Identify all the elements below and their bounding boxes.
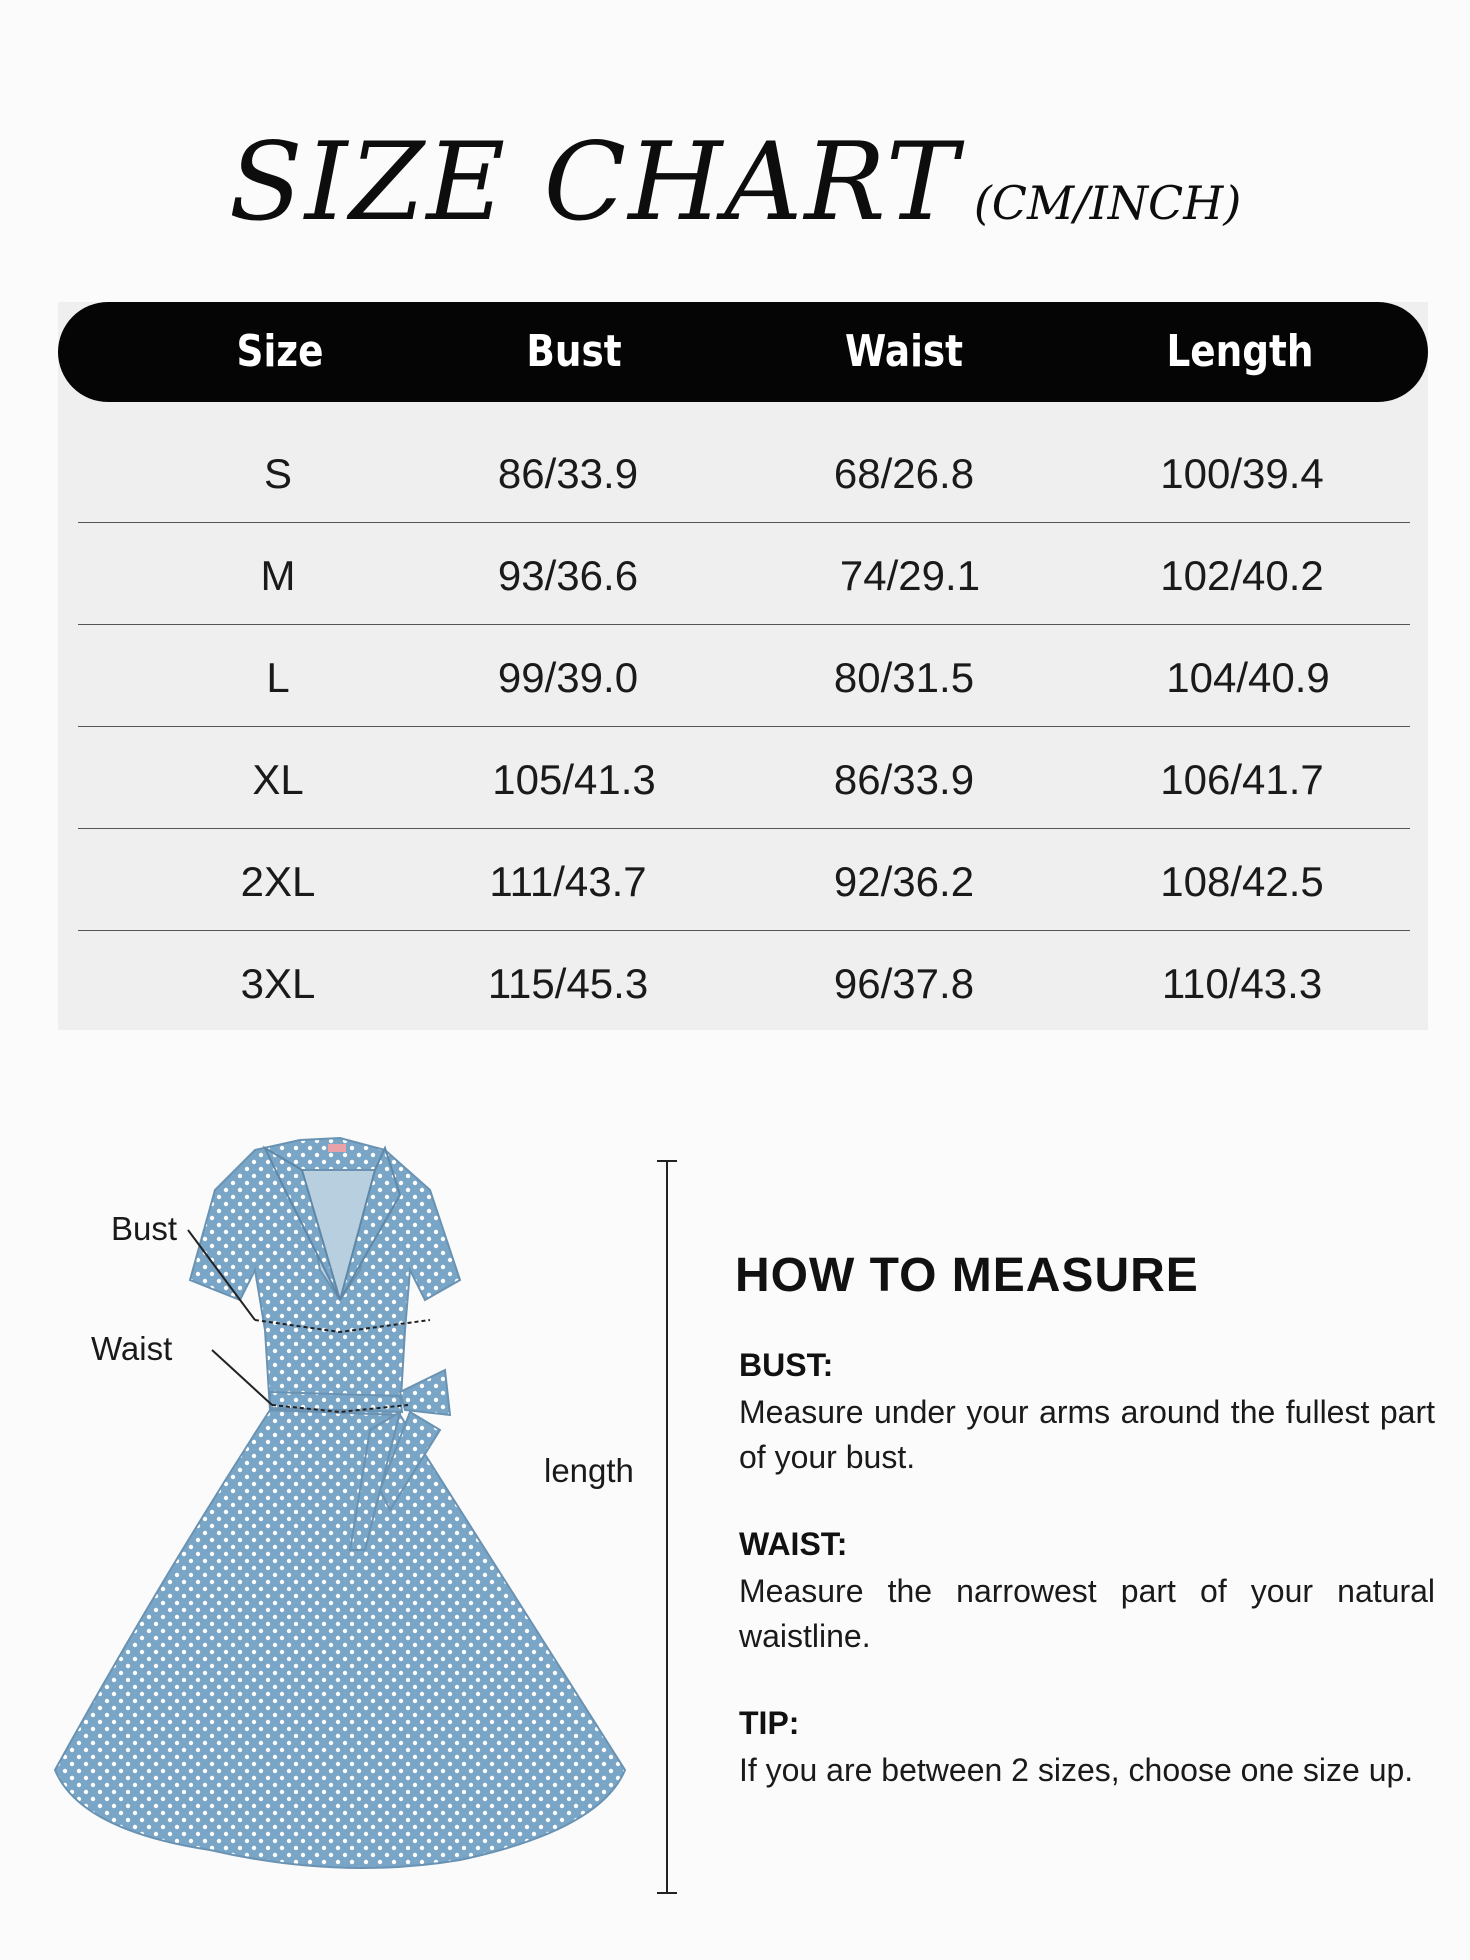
dress-skirt bbox=[55, 1410, 625, 1868]
cell-waist: 92/36.2 bbox=[833, 858, 975, 905]
bust-instruction bbox=[735, 1347, 1435, 1480]
table-row bbox=[78, 930, 1410, 1032]
waist-instruction bbox=[735, 1526, 1435, 1659]
tip-heading: TIP: bbox=[739, 1705, 800, 1741]
cell-length: 100/39.4 bbox=[1160, 450, 1324, 497]
header-length: Length bbox=[1166, 326, 1314, 377]
how-to-heading: HOW TO MEASURE bbox=[735, 1249, 1199, 1302]
cell-size: S bbox=[263, 450, 292, 497]
header-bust: Bust bbox=[526, 326, 622, 377]
cell-waist: 80/31.5 bbox=[833, 654, 975, 701]
length-label: length bbox=[544, 1452, 634, 1489]
cell-length: 108/42.5 bbox=[1160, 858, 1324, 905]
table-row bbox=[78, 522, 1410, 625]
waist-label: Waist bbox=[91, 1330, 173, 1367]
size-table bbox=[58, 302, 1428, 1030]
page-title bbox=[0, 120, 1470, 245]
length-measure-line bbox=[655, 1160, 679, 1895]
table-row bbox=[78, 420, 1410, 523]
table-row bbox=[78, 828, 1410, 931]
how-to-measure bbox=[735, 1248, 1435, 1839]
waist-text: Measure the narrowest part of your natural waistline. bbox=[739, 1573, 1435, 1654]
cell-bust: 105/41.3 bbox=[492, 756, 656, 803]
waist-heading: WAIST: bbox=[739, 1526, 848, 1562]
tip-text: If you are between 2 sizes, choose one size up. bbox=[739, 1752, 1414, 1788]
dress-sash bbox=[270, 1392, 402, 1412]
header-size: Size bbox=[236, 326, 324, 377]
tip-instruction bbox=[735, 1705, 1435, 1793]
cell-bust: 86/33.9 bbox=[497, 450, 639, 497]
table-row bbox=[78, 726, 1410, 829]
cell-length: 106/41.7 bbox=[1160, 756, 1324, 803]
table-row bbox=[78, 624, 1410, 727]
cell-size: 3XL bbox=[240, 960, 316, 1007]
cell-waist: 86/33.9 bbox=[833, 756, 975, 803]
title-unit: (CM/INCH) bbox=[973, 176, 1242, 230]
title-main: SIZE CHART bbox=[228, 120, 960, 245]
cell-bust: 111/43.7 bbox=[489, 858, 647, 905]
cell-length: 104/40.9 bbox=[1166, 654, 1330, 701]
cell-waist: 74/29.1 bbox=[839, 552, 981, 599]
cell-size: L bbox=[266, 654, 290, 701]
bust-heading: BUST: bbox=[739, 1347, 834, 1383]
table-header bbox=[58, 302, 1428, 402]
cell-bust: 99/39.0 bbox=[497, 654, 639, 701]
cell-bust: 93/36.6 bbox=[497, 552, 639, 599]
header-waist: Waist bbox=[844, 326, 964, 377]
cell-length: 110/43.3 bbox=[1161, 960, 1323, 1007]
cell-waist: 96/37.8 bbox=[833, 960, 975, 1007]
cell-waist: 68/26.8 bbox=[833, 450, 975, 497]
bust-text: Measure under your arms around the fullest part of your bust. bbox=[739, 1394, 1435, 1475]
bust-label: Bust bbox=[111, 1210, 178, 1247]
cell-length: 102/40.2 bbox=[1160, 552, 1324, 599]
cell-size: XL bbox=[252, 756, 304, 803]
cell-bust: 115/45.3 bbox=[487, 960, 649, 1007]
cell-size: M bbox=[260, 552, 296, 599]
cell-size: 2XL bbox=[240, 858, 316, 905]
